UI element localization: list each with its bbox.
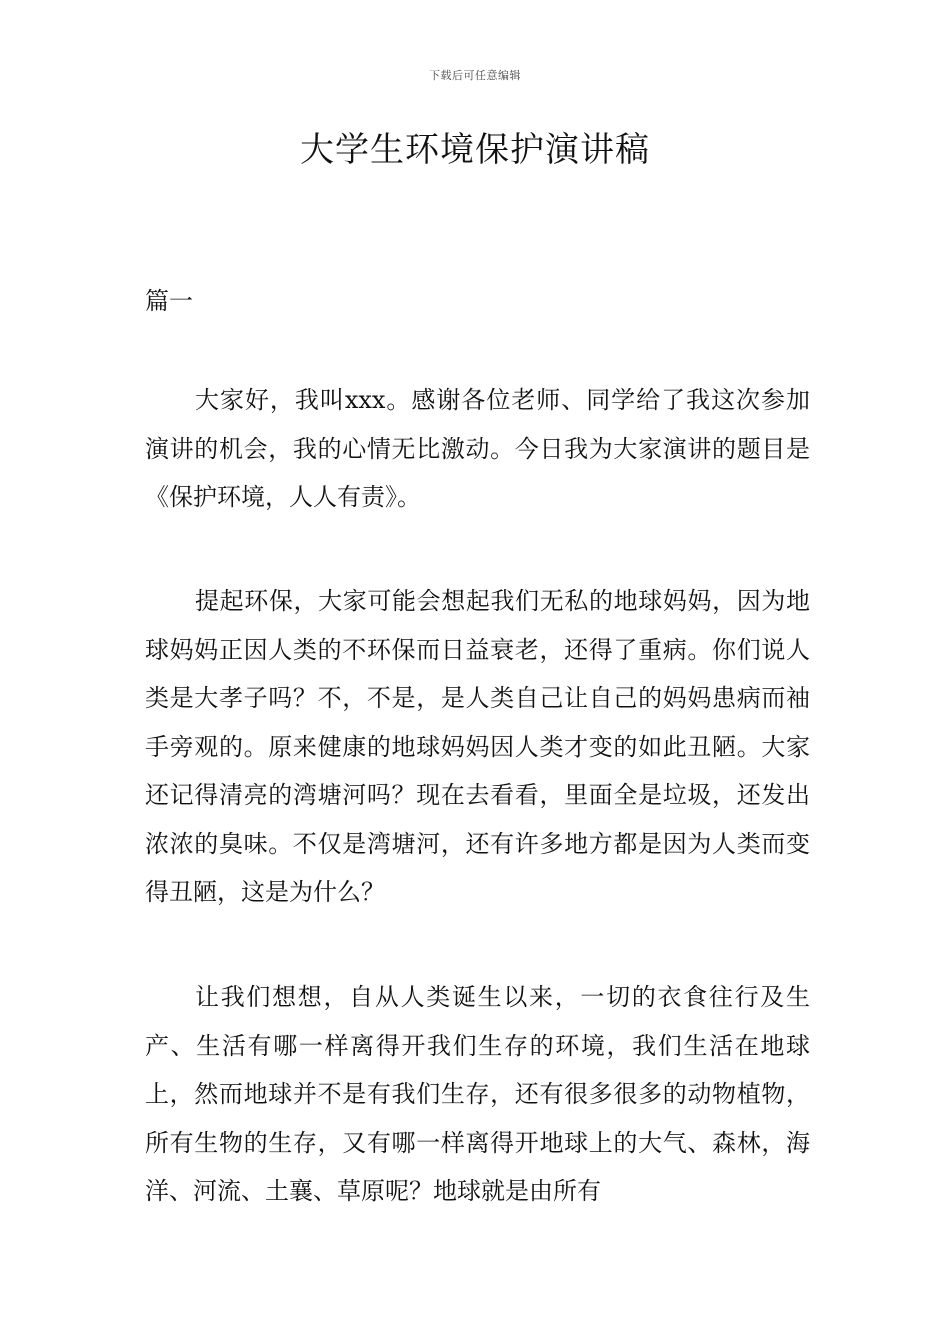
document-title: 大学生环境保护演讲稿 — [300, 130, 650, 170]
section-heading: 篇一 — [145, 287, 193, 315]
header-note: 下载后可任意编辑 — [429, 69, 521, 82]
paragraph-2: 提起环保，大家可能会想起我们无私的地球妈妈，因为地球妈妈正因人类的不环保而日益衰老，还得了重病。你们说人类是大孝子吗？不，不是，是人类自己让自己的妈妈患病而袖手旁观的。原来健康的地球妈妈因人类才变的如此丑陋。大家还记得清亮的湾塘河吗？现在去看看，里面全是垃圾，还发出浓浓的臭味。不仅是湾塘河，还有许多地方都是因为人类而变得丑陋，这是为什么？ — [145, 587, 810, 906]
paragraph-3: 让我们想想，自从人类诞生以来，一切的衣食往行及生产、生活有哪一样离得开我们生存的环境，我们生活在地球上，然而地球并不是有我们生存，还有很多很多的动物植物，所有生物的生存，又有哪一样离得开地球上的大气、森林，海洋、河流、土襄、草原呢？地球就是由所有 — [145, 983, 810, 1205]
paragraph-1: 大家好，我叫xxx。感谢各位老师、同学给了我这次参加演讲的机会，我的心情无比激动。今日我为大家演讲的题目是《保护环境，人人有责》。 — [145, 386, 810, 511]
